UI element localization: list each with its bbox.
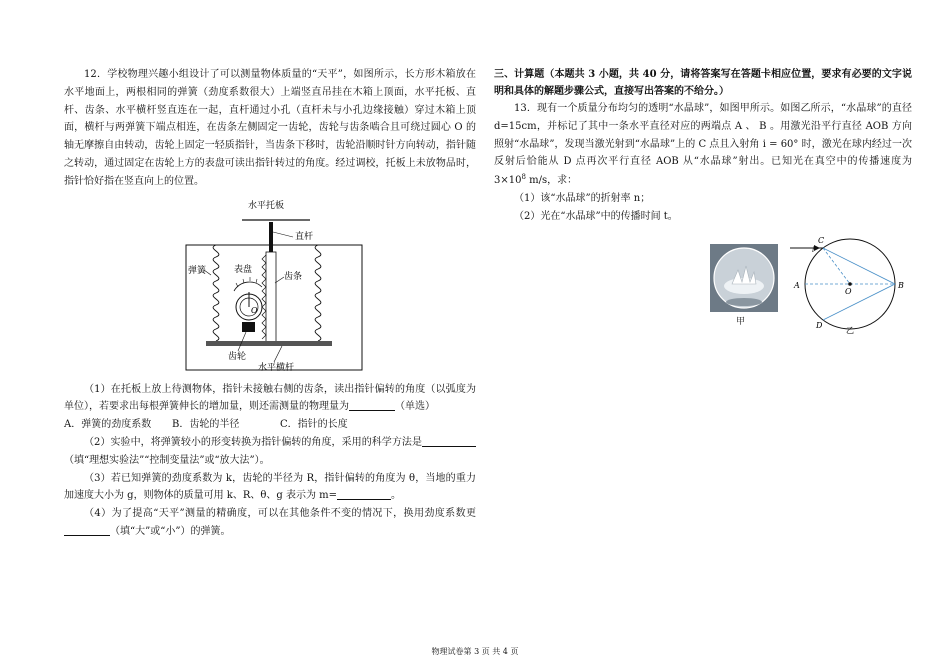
q12-part3: （3）若已知弹簧的劲度系数为 k，齿轮的半径为 R，指针偏转的角度为 θ，当地的重力加速度大小为 g，则物体的质量可用 k、R、θ、g 表示为 m= 。	[64, 472, 476, 502]
answer-blank-1[interactable]	[349, 399, 395, 411]
option-a: A．弹簧的劲度系数	[64, 419, 152, 431]
question-12	[64, 66, 476, 541]
diagram-caption: 乙	[846, 325, 854, 334]
answer-blank-4[interactable]	[64, 524, 110, 536]
q13-sub1: （1）该“水晶球”的折射率 n；	[514, 192, 651, 204]
q12-stem: 12．学校物理兴趣小组设计了可以测量物体质量的“天平”，如图所示，长方形木箱放在水平地面上，两根相同的弹簧（劲度系数很大）上端竖直吊挂在木箱上顶面，水平托板、直杆、齿条、水平横杆竖直连在一起，直杆通过小孔（直杆未与小孔边缘接触）穿过木箱上顶面，横杆与两弹簧下端点相连，在齿条左侧固定一齿轮，齿轮与齿条啮合且可绕过圆心 O 的轴无摩擦自由转动，齿轮上固定一轻质指针，当齿条下移时，齿轮沿顺时针方向转动，指针随之转动，通过固定在齿轮上方的表盘可读出指针转过的角度。经过调校，托板上未放物品时，指针恰好指在竖直向上的位置。	[64, 69, 476, 187]
label-i: i	[812, 245, 815, 254]
label-d: D	[816, 320, 823, 330]
label-gear: 齿轮	[228, 351, 247, 362]
q13-stem: 13．现有一个质量分布均匀的透明“水晶球”，如图甲所示。如图乙所示，“水晶球”的直径 d=15cm，并标记了其中一条水平直径对应的两端点 A 、 B 。用激光沿平行直径 AOB 方向照射“水晶球”，发现当激光射到“水晶球”上的 C 点且入射角 i = 60° 时，激光在球内经过一次反射后恰能从 D 点再次平行直径 AOB 从“水晶球”射出。已知光在真空中的传播速度为 $3\times 10^8$ m/s，求：	[494, 103, 912, 187]
section-3	[494, 66, 912, 334]
q12-part2: （2）实验中，将弹簧较小的形变转换为指针偏转的角度，采用的科学方法是（填“理想实验法”“控制变量法”或“放大法”）。	[64, 434, 476, 470]
crystal-ball-diagram	[790, 234, 910, 334]
label-o: O	[845, 286, 852, 296]
label-b: B	[898, 280, 904, 290]
q12-part1: （1）在托板上放上待测物体，指针未接触右侧的齿条，读出指针偏转的角度（以弧度为单位），若要求出每根弹簧伸长的增加量，则还需测量的物理量为 （单选）	[64, 383, 476, 413]
q13-sub2: （2）光在“水晶球”中的传播时间 t。	[514, 210, 678, 222]
label-c: C	[818, 235, 825, 245]
label-rack: 齿条	[284, 271, 303, 282]
label-a: A	[794, 280, 800, 290]
section-3-title: 三、计算题（本题共 3 小题，共 40 分，请将答案写在答题卡相应位置，要求有必要的文字说明和具体的解题步骤公式，直接写出答案的不给分。）	[494, 69, 912, 97]
label-tray: 水平托板	[248, 200, 285, 211]
answer-blank-3[interactable]	[337, 488, 391, 500]
option-c: C．指针的长度	[280, 419, 348, 431]
label-bar: 水平横杆	[258, 362, 295, 373]
q13-figures	[494, 234, 912, 334]
label-rod: 直杆	[295, 231, 314, 242]
q12-options	[64, 416, 476, 434]
option-b: B．齿轮的半径	[172, 419, 240, 431]
balance-figure	[178, 197, 378, 375]
page-footer: 物理试卷第 3 页 共 4 页	[431, 647, 519, 656]
label-dial: 表盘	[234, 264, 253, 275]
crystal-ball-photo	[710, 244, 778, 312]
q12-part4: （4）为了提高“天平”测量的精确度，可以在其他条件不变的情况下，换用劲度系数更（填“大”或“小”）的弹簧。	[64, 505, 476, 541]
label-center-o: O	[251, 305, 258, 315]
label-spring: 弹簧	[188, 265, 207, 276]
answer-blank-2[interactable]	[422, 435, 476, 447]
photo-caption: 甲	[736, 316, 746, 327]
